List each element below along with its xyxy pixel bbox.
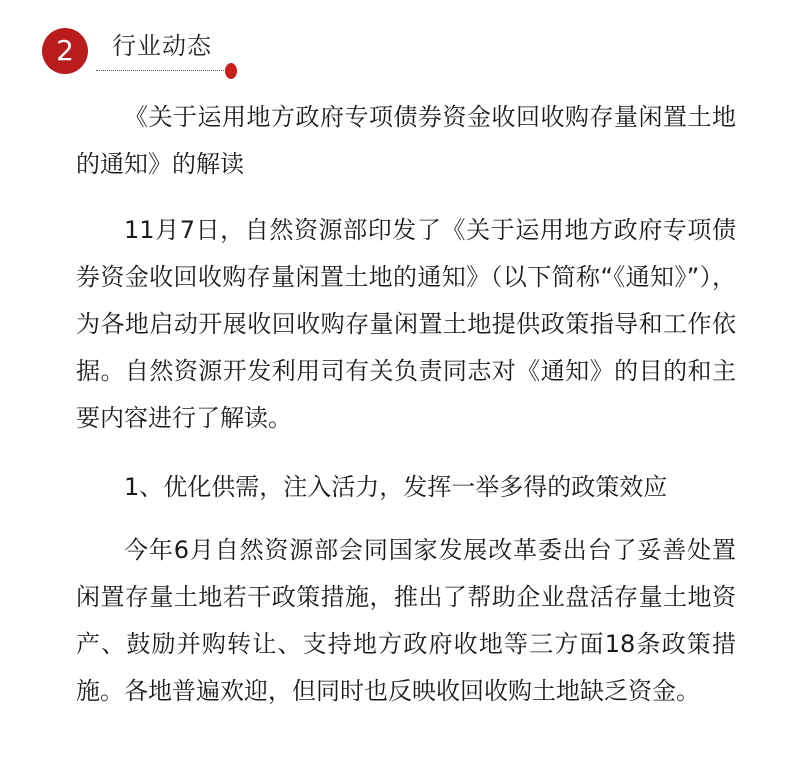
underline-end-dot-icon: [225, 63, 237, 79]
section-number-badge: 2: [42, 28, 88, 74]
article-heading: 《关于运用地方政府专项债券资金收回收购存量闲置土地的通知》的解读: [76, 103, 736, 178]
subheading-1: 1、优化供需，注入活力，发挥一举多得的政策效应: [124, 473, 668, 501]
section-header: [42, 26, 242, 86]
section-title: 行业动态: [112, 32, 212, 60]
title-dotted-underline: [96, 70, 226, 71]
paragraph-intro: 11月7日，自然资源部印发了《关于运用地方政府专项债券资金收回收购存量闲置土地的通知》（以下简称“《通知》”），为各地启动开展收回收购存量闲置土地提供政策指导和工作依据。自然资源开发利用司有关负责同志对《通知》的目的和主要内容进行了解读。: [76, 216, 736, 432]
paragraph-policy: 今年6月自然资源部会同国家发展改革委出台了妥善处置闲置存量土地若干政策措施，推出了帮助企业盘活存量土地资产、鼓励并购转让、支持地方政府收地等三方面18条政策措施。各地普遍欢迎，但同时也反映收回收购土地缺乏资金。: [76, 536, 736, 705]
